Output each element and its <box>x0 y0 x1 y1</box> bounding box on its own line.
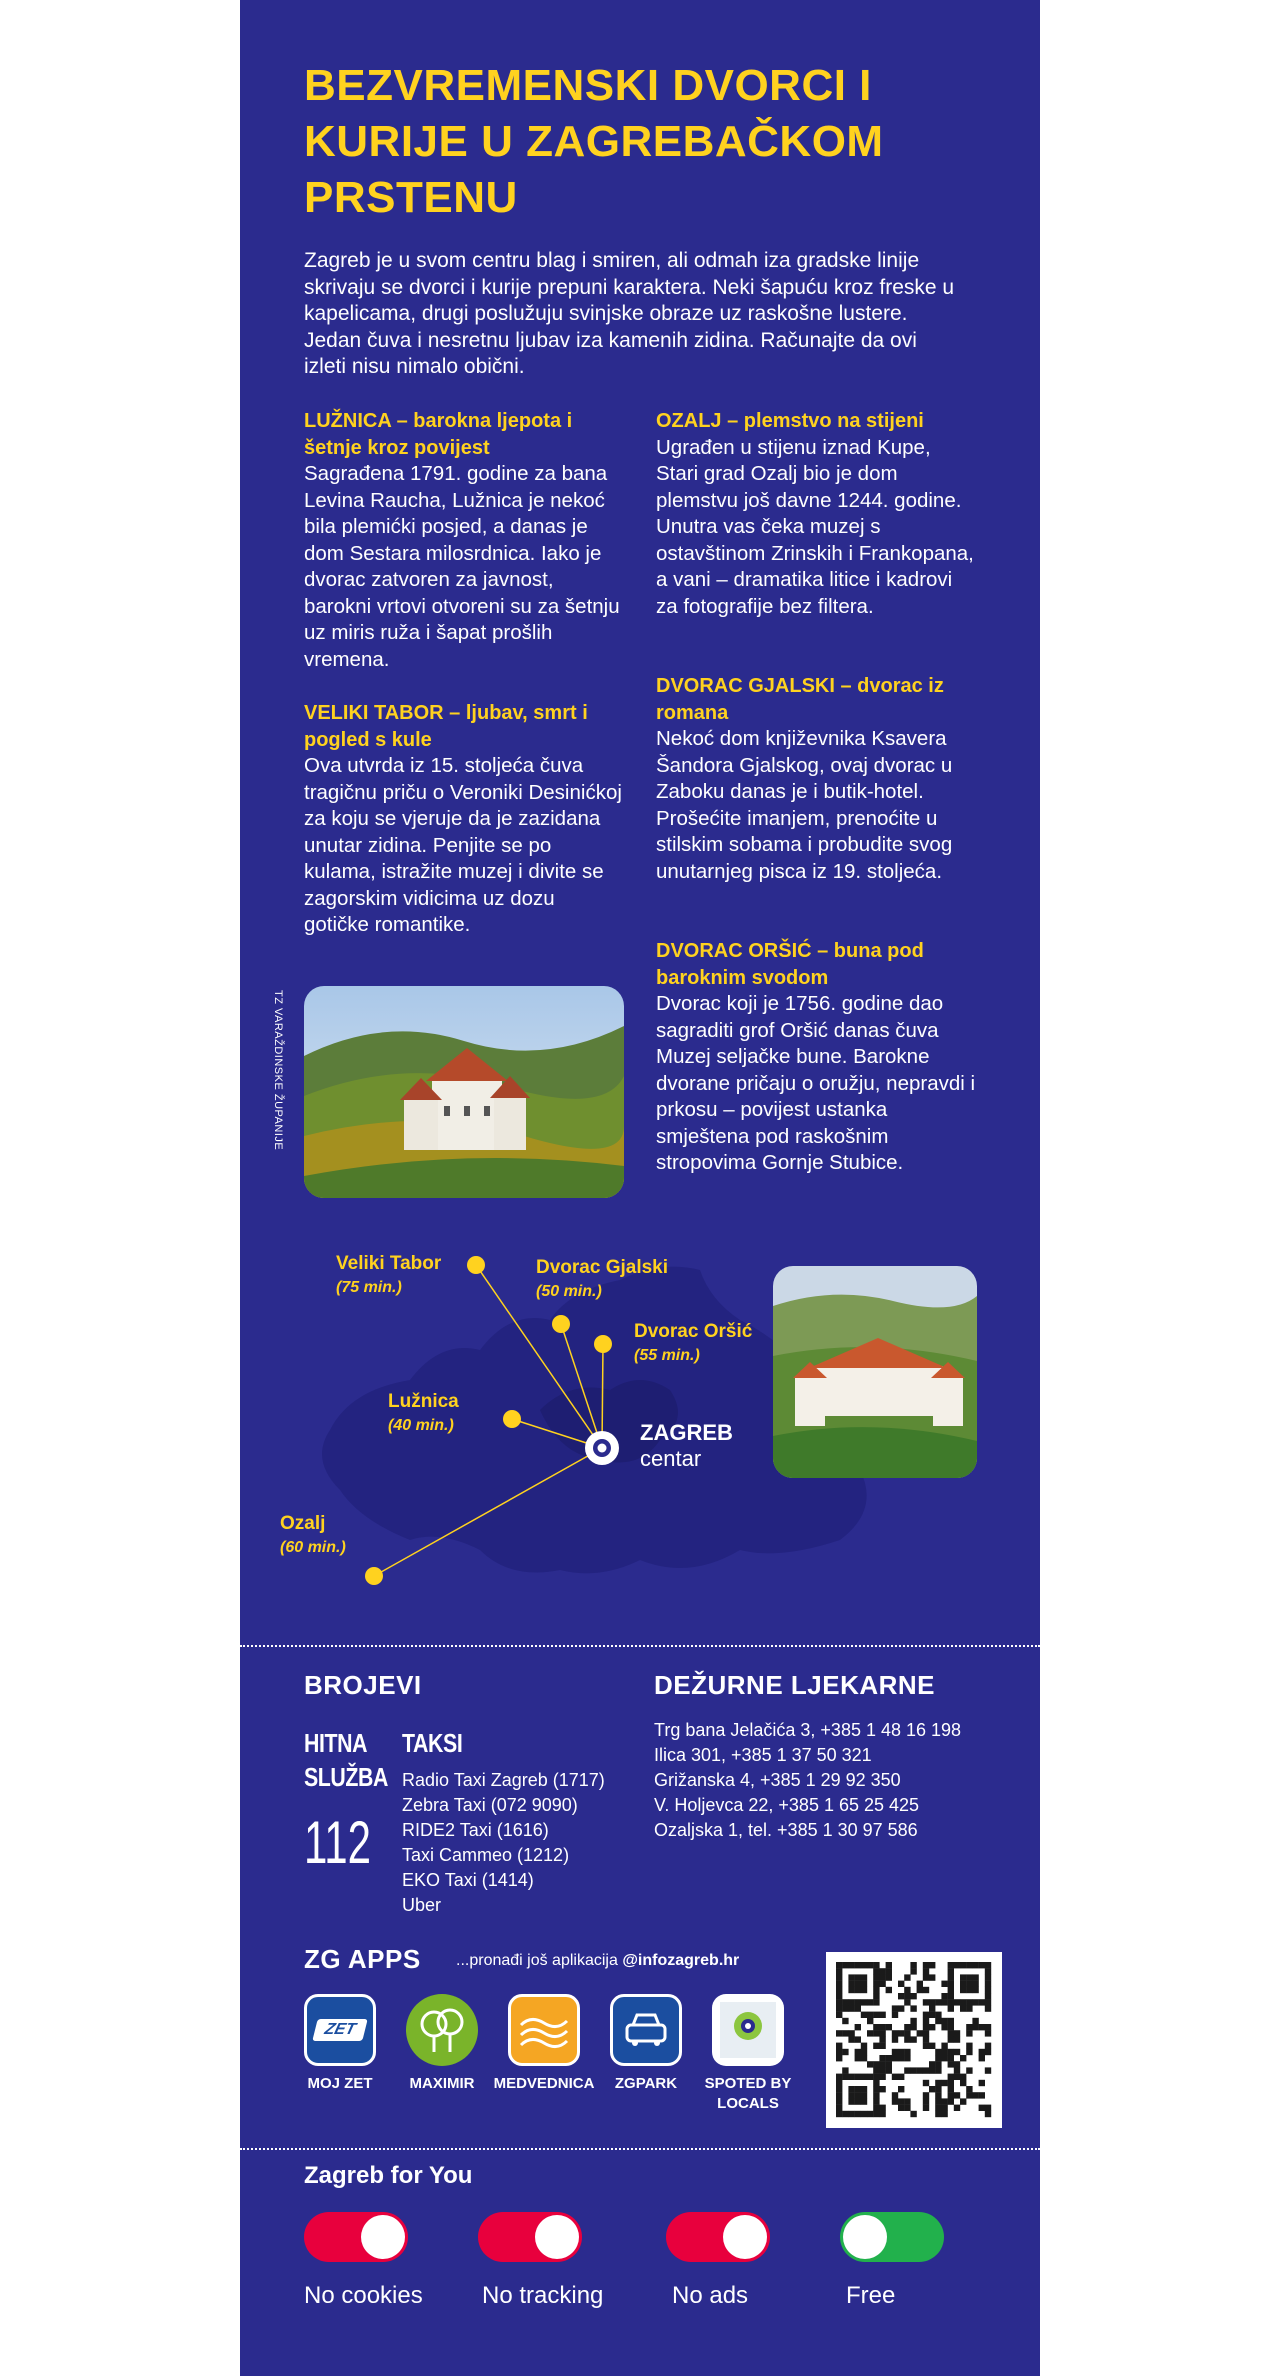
map-label-luznica: Lužnica (40 min.) <box>388 1391 459 1434</box>
footer-title: Zagreb for You <box>304 2162 473 2189</box>
toggle-knob <box>723 2215 767 2259</box>
article-heading: DVORAC ORŠIĆ – buna pod baroknim svodom <box>656 940 924 989</box>
map-dot-gjalski <box>552 1315 570 1333</box>
car-icon[interactable] <box>610 1994 682 2066</box>
article-heading: OZALJ – plemstvo na stijeni <box>656 410 924 432</box>
article-gjalski <box>656 673 976 885</box>
app-label: SPOTED BY LOCALS <box>704 2075 792 2112</box>
map-dot-veliki-tabor <box>467 1256 485 1274</box>
section-divider <box>240 2148 1040 2150</box>
app-label: MEDVEDNICA <box>493 2075 595 2092</box>
article-heading: LUŽNICA – barokna ljepota i šetnje kroz povijest <box>304 410 573 459</box>
taxi-item: Taxi Cammeo (1212) <box>402 1845 570 1865</box>
dvorac-orsic-photo <box>773 1266 977 1478</box>
pharmacy-item: Trg bana Jelačića 3, +385 1 48 16 198 <box>654 1720 962 1740</box>
taxi-item: EKO Taxi (1414) <box>402 1870 534 1890</box>
emergency-number: 112 <box>304 1809 371 1876</box>
zet-icon[interactable]: ZET <box>304 1994 376 2066</box>
toggle-no-tracking[interactable] <box>478 2212 582 2262</box>
article-body: Ova utvrda iz 15. stoljeća čuva tragičnu priču o Veroniki Desinićkoj za koju se vjeruje da je zazidana unutar zidina. Penjite se po kulama, istražite muzej i divite se zagorskim vidicima uz dozu gotičke romantike. <box>304 754 622 936</box>
map-label-ozalj: Ozalj (60 min.) <box>280 1513 346 1556</box>
app-label: MOJ ZET <box>307 2075 373 2092</box>
toggle-label: Free <box>846 2282 896 2309</box>
map-pin-icon[interactable] <box>712 1994 784 2066</box>
apps-title: ZG APPS <box>304 1944 421 1974</box>
article-luznica <box>304 408 624 673</box>
article-heading: DVORAC GJALSKI – dvorac iz romana <box>656 675 944 724</box>
pharmacy-list <box>654 1718 1024 1843</box>
info-panel <box>240 0 1040 2376</box>
taxi-item: Radio Taxi Zagreb (1717) <box>402 1770 605 1790</box>
app-label: ZGPARK <box>614 2075 678 2092</box>
taxi-list <box>402 1768 642 1918</box>
mountain-icon[interactable] <box>508 1994 580 2066</box>
tree-icon[interactable] <box>406 1994 478 2066</box>
article-body: Nekoć dom književnika Ksavera Šandora Gjalskog, ovaj dvorac u Zaboku danas je i butik-hotel. Prošećite imanjem, prenoćite u stilskim sobama i probudite svog unutarnjeg pisca iz 19. stoljeća. <box>656 727 953 883</box>
article-orsic <box>656 938 976 1177</box>
map-dot-ozalj <box>365 1567 383 1585</box>
pharmacy-item: Ozaljska 1, tel. +385 1 30 97 586 <box>654 1820 918 1840</box>
map-dot-orsic <box>594 1335 612 1353</box>
map-label-veliki-tabor: Veliki Tabor (75 min.) <box>336 1253 442 1296</box>
pharmacies-title: DEŽURNE LJEKARNE <box>654 1670 936 1700</box>
map-dot-luznica <box>503 1410 521 1428</box>
toggle-knob <box>361 2215 405 2259</box>
map-label-orsic: Dvorac Oršić (55 min.) <box>634 1321 753 1364</box>
section-divider <box>240 1645 1040 1647</box>
apps-more: ...pronađi još aplikacija @infozagreb.hr <box>456 1952 740 1969</box>
toggle-label: No cookies <box>304 2282 423 2309</box>
toggle-no-cookies[interactable] <box>304 2212 408 2262</box>
emergency-label: HITNA SLUŽBA <box>304 1728 388 1792</box>
toggle-label: No ads <box>672 2282 749 2309</box>
apps-handle-link[interactable]: @infozagreb.hr <box>622 1952 740 1969</box>
pharmacy-item: V. Holjevca 22, +385 1 65 25 425 <box>654 1795 920 1815</box>
taxi-item: Zebra Taxi (072 9090) <box>402 1795 578 1815</box>
pharmacy-item: Ilica 301, +385 1 37 50 321 <box>654 1745 872 1765</box>
qr-code[interactable] <box>826 1952 1002 2128</box>
taxi-item: RIDE2 Taxi (1616) <box>402 1820 549 1840</box>
article-body: Dvorac koji je 1756. godine dao sagraditi grof Oršić danas čuva Muzej seljačke bune. Barokne dvorane pričaju o oružju, nepravdi i prkosu – povijest ustanka smještena pod raskošnim stropovima Gornje Stubice. <box>656 992 976 1174</box>
toggle-knob <box>535 2215 579 2259</box>
taxi-item: Uber <box>402 1895 442 1915</box>
map-label-gjalski: Dvorac Gjalski (50 min.) <box>536 1257 669 1300</box>
toggle-label: No tracking <box>482 2282 604 2309</box>
veliki-tabor-photo <box>304 986 624 1198</box>
taxi-label: TAKSI <box>402 1728 463 1758</box>
pharmacy-item: Grižanska 4, +385 1 29 92 350 <box>654 1770 901 1790</box>
toggle-knob <box>843 2215 887 2259</box>
article-heading: VELIKI TABOR – ljubav, smrt i pogled s kule <box>304 702 588 751</box>
article-ozalj <box>656 408 976 620</box>
article-veliki-tabor <box>304 700 624 939</box>
intro-paragraph: Zagreb je u svom centru blag i smiren, ali odmah iza gradske linije skrivaju se dvorci i kurije prepuni karaktera. Neki šapuću kroz freske u kapelicama, drugi poslužuju svinjske obraze uz raskošne lustere. Jedan čuva i nesretnu ljubav iza kamenih zidina. Računajte da ovi izleti nisu nimalo obični. <box>304 249 955 378</box>
page-title: BEZVREMENSKI DVORCI I KURIJE U ZAGREBAČKOM PRSTENU <box>304 61 884 222</box>
article-body: Sagrađena 1791. godine za bana Levina Raucha, Lužnica je nekoć bila plemićki posjed, a danas je dom Sestara milosrdnica. Iako je dvorac zatvoren za javnost, barokni vrtovi otvoreni su za šetnju uz miris ruža i šapat prošlih vremena. <box>304 462 620 671</box>
app-label: MAXIMIR <box>409 2075 475 2092</box>
numbers-title: BROJEVI <box>304 1670 422 1700</box>
photo-credit: TZ VARAŽDINSKE ŽUPANIJE <box>272 990 284 1151</box>
toggle-no-ads[interactable] <box>666 2212 770 2262</box>
toggle-free[interactable] <box>840 2212 944 2262</box>
article-body: Ugrađen u stijenu iznad Kupe, Stari grad Ozalj bio je dom plemstvu još davne 1244. godine. Unutra vas čeka muzej s ostavštinom Zrinskih i Frankopana, a vani – dramatika litice i kadrovi za fotografije bez filtera. <box>656 435 974 618</box>
map-center-label: ZAGREB centar <box>640 1420 733 1471</box>
